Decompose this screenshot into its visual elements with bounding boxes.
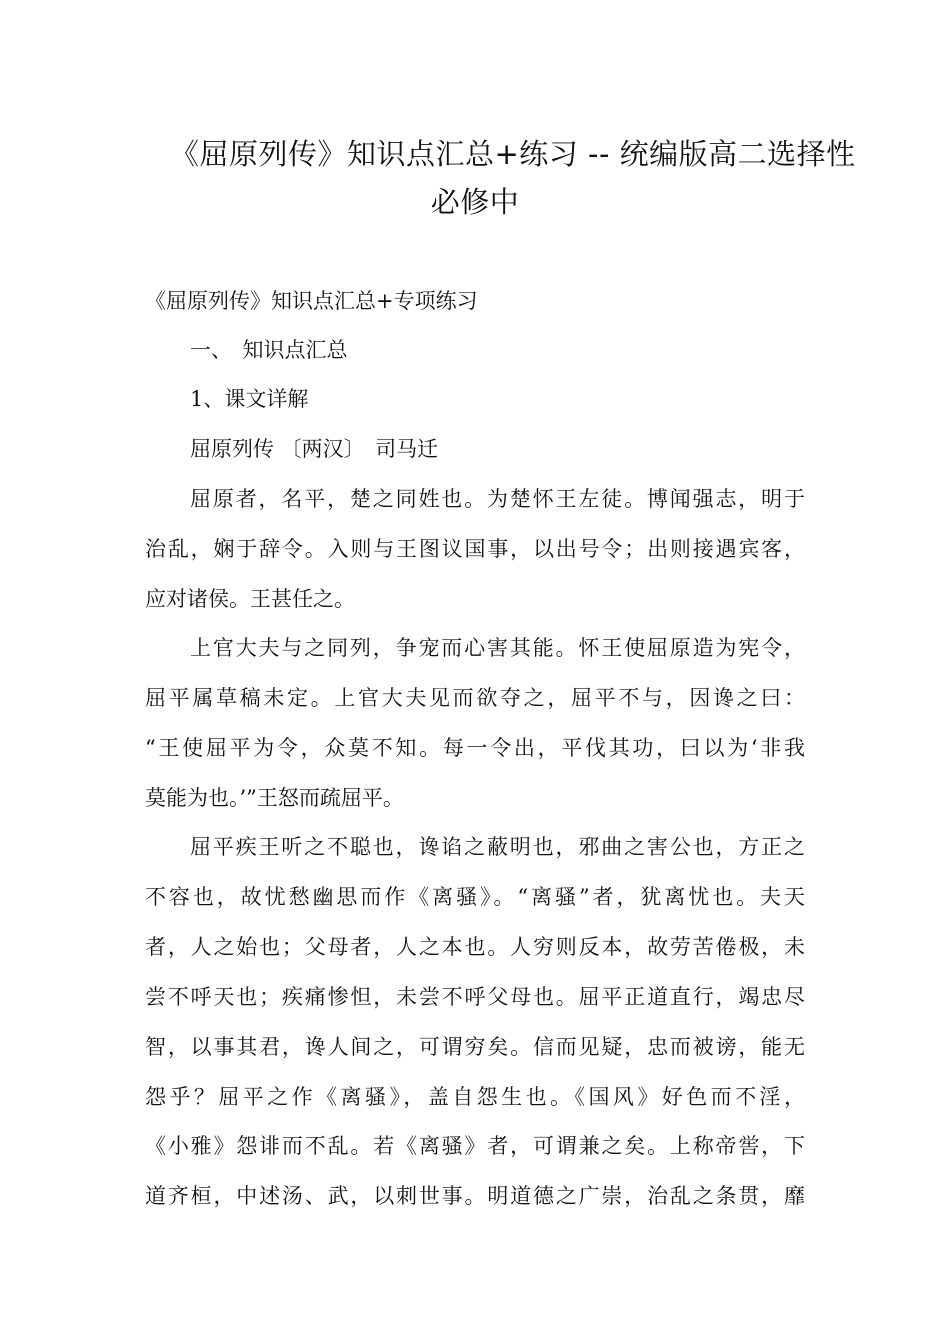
paragraph-1-line-3: 应对诸侯。王甚任之。: [145, 587, 355, 611]
paragraph-2-line-1: 上官大夫与之同列，争宠而心害其能。怀王使屈原造为宪令，: [190, 636, 805, 660]
paragraph-3-line-5: 智，以事其君，谗人间之，可谓穷矣。信而见疑，忠而被谤，能无: [145, 1035, 805, 1059]
subsection-heading: 1、课文详解: [190, 387, 309, 411]
paragraph-3-line-7: 《小雅》怨诽而不乱。若《离骚》者，可谓兼之矣。上称帝喾，下: [145, 1134, 805, 1158]
document-subtitle: 《屈原列传》知识点汇总+专项练习: [145, 289, 478, 313]
paragraph-2-line-4: 莫能为也。’”王怒而疏屈平。: [145, 786, 404, 810]
paragraph-3-line-6: 怨乎？屈平之作《离骚》，盖自怨生也。《国风》好色而不淫，: [145, 1085, 805, 1109]
paragraph-3-line-1: 屈平疾王听之不聪也，谗谄之蔽明也，邪曲之害公也，方正之: [190, 835, 805, 859]
document-title-line-2: 必修中: [430, 185, 520, 219]
paragraph-3-line-4: 尝不呼天也；疾痛惨怛，未尝不呼父母也。屈平正道直行，竭忠尽: [145, 985, 805, 1009]
text-heading: 屈原列传 〔两汉〕 司马迁: [190, 437, 439, 461]
paragraph-3-line-2: 不容也，故忧愁幽思而作《离骚》。“离骚”者，犹离忧也。夫天: [145, 885, 805, 909]
paragraph-2-line-2: 屈平属草稿未定。上官大夫见而欲夺之，屈平不与，因谗之曰：: [145, 686, 805, 710]
paragraph-3-line-3: 者，人之始也；父母者，人之本也。人穷则反本，故劳苦倦极，未: [145, 935, 805, 959]
paragraph-1-line-2: 治乱，娴于辞令。入则与王图议国事，以出号令；出则接遇宾客，: [145, 537, 805, 561]
paragraph-1-line-1: 屈原者，名平，楚之同姓也。为楚怀王左徒。博闻强志，明于: [190, 487, 805, 511]
paragraph-3-line-8: 道齐桓，中述汤、武，以刺世事。明道德之广崇，治乱之条贯，靡: [145, 1184, 805, 1208]
section-heading: 一、 知识点汇总: [190, 338, 348, 362]
paragraph-2-line-3: “王使屈平为令，众莫不知。每一令出，平伐其功，曰以为‘非我: [145, 736, 805, 760]
document-title-line-1: 《屈原列传》知识点汇总+练习 -- 统编版高二选择性: [170, 137, 856, 171]
